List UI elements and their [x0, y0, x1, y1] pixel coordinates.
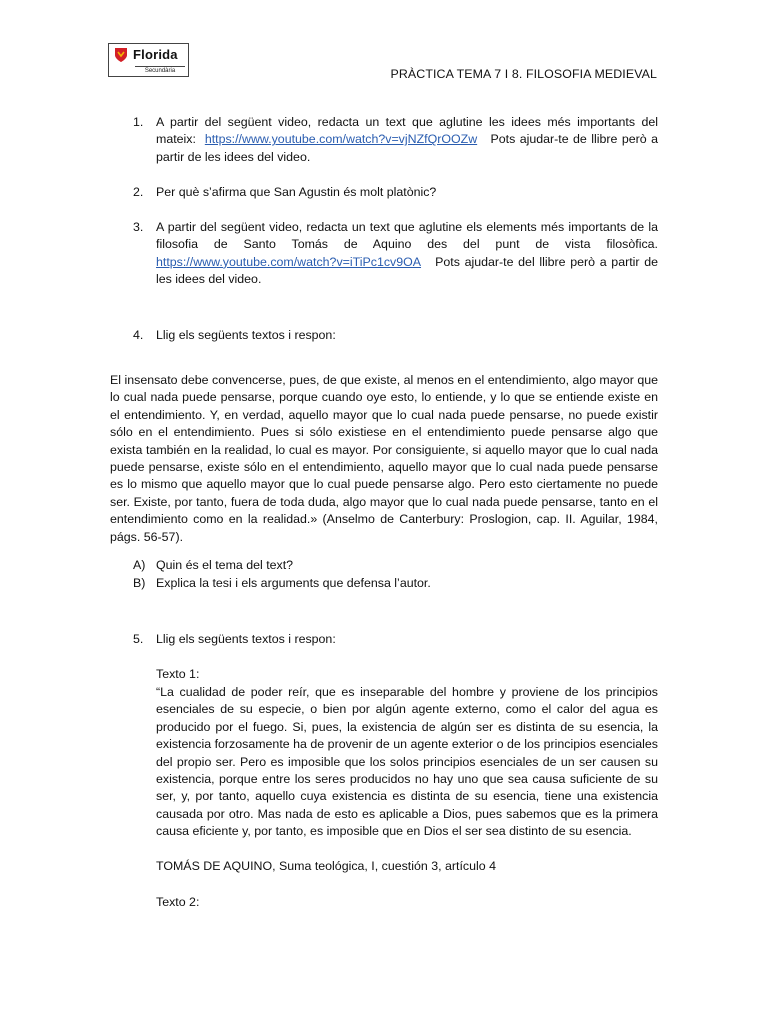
- texto-2-label: Texto 2:: [156, 895, 200, 909]
- question-1-number: 1.: [133, 115, 144, 129]
- texto-1-label: Texto 1:: [156, 667, 200, 681]
- question-5-number: 5.: [133, 632, 144, 646]
- question-4-number: 4.: [133, 328, 144, 342]
- question-1: [156, 114, 658, 166]
- florida-logo: [108, 43, 190, 79]
- question-4b-text: Explica la tesi i els arguments que defensa l’autor.: [156, 576, 431, 590]
- shield-icon: [114, 47, 128, 63]
- question-4a-text: Quin és el tema del text?: [156, 558, 294, 572]
- question-3: [156, 219, 658, 289]
- question-3-text: A partir del següent video, redacta un text que aglutine els elements més importants de la filosofia de Santo Tomás de Aquino des del punt de vista filosòfica.: [156, 220, 658, 252]
- question-5-text: Llig els següents textos i respon:: [156, 632, 336, 646]
- question-3-text-after: Pots ajudar-te del llibre però a partir de les idees del video.: [156, 254, 658, 287]
- question-3-number: 3.: [133, 220, 144, 234]
- question-4b-label: B): [133, 576, 146, 590]
- question-2-text: Per què s’afirma que San Agustin és molt platònic?: [156, 185, 437, 199]
- texto-1-source: TOMÁS DE AQUINO, Suma teológica, I, cuestión 3, artículo 4: [156, 859, 496, 873]
- question-1-video-link[interactable]: https://www.youtube.com/watch?v=vjNZfQrOOZw: [204, 132, 478, 147]
- logo-subtitle: Secundària: [135, 66, 185, 76]
- question-2-number: 2.: [133, 185, 144, 199]
- question-4a-label: A): [133, 558, 146, 572]
- anselm-passage: El insensato debe convencerse, pues, de que existe, al menos en el entendimiento, algo mayor que lo cual nada puede pensarse, porque cuando oye esto, lo entiende, y lo que se entiende existe en el entendimiento. Y, en verdad, aquello mayor que lo cual nada puede pensarse, no puede existir sólo en el entendimiento. Pues si sólo existiese en el entendimiento puede pensarse algo que exista también en la realidad, lo cual es mayor. Por consiguiente, si aquello mayor que lo cual nada puede pensarse, existe sólo en el entendimiento, aquello mayor que lo cual nada puede pensarse es lo mismo que aquello mayor que lo cual puede pensarse algo. Pero esto ciertamente no puede ser. Existe, por tanto, fuera de toda duda, algo mayor que lo cual nada puede pensarse, tanto en el entendimiento como en la realidad.» (Anselmo de Canterbury: Proslogion, cap. II. Aguilar, 1984, págs. 56-57).: [110, 373, 658, 544]
- question-1-text: A partir del següent video, redacta un text que aglutine les idees més importants del mateix:: [156, 115, 658, 147]
- logo-name: Florida: [133, 47, 178, 62]
- page-header-title: PRÀCTICA TEMA 7 I 8. FILOSOFIA MEDIEVAL: [390, 67, 657, 81]
- texto-1-passage: “La cualidad de poder reír, que es inseparable del hombre y proviene de los principios esenciales de su especie, o bien por algún agente externo, como el calor del agua es producido por el fuego. Si, pues, la existencia de algún ser es distinta de su esencia, la existencia forzosamente ha de provenir de un agente exterior o de los principios esenciales del propio ser. Pero es imposible que los solos principios esenciales de un ser causen su existencia, porque entre los seres producidos no hay uno que sea causa suficiente de su ser, y, por tanto, aquello cuya existencia es distinta de su esencia, tiene una existencia causada por otro. Mas nada de esto es aplicable a Dios, pues sabemos que es la primera causa eficiente y, por tanto, es imposible que en Dios el ser sea distinto de su esencia.: [156, 685, 658, 839]
- question-4-text: Llig els següents textos i respon:: [156, 328, 336, 342]
- question-1-text-after: Pots ajudar-te de llibre però a partir de les idees del video.: [156, 132, 658, 164]
- question-3-video-link[interactable]: https://www.youtube.com/watch?v=iTiPc1cv9OA: [156, 254, 422, 269]
